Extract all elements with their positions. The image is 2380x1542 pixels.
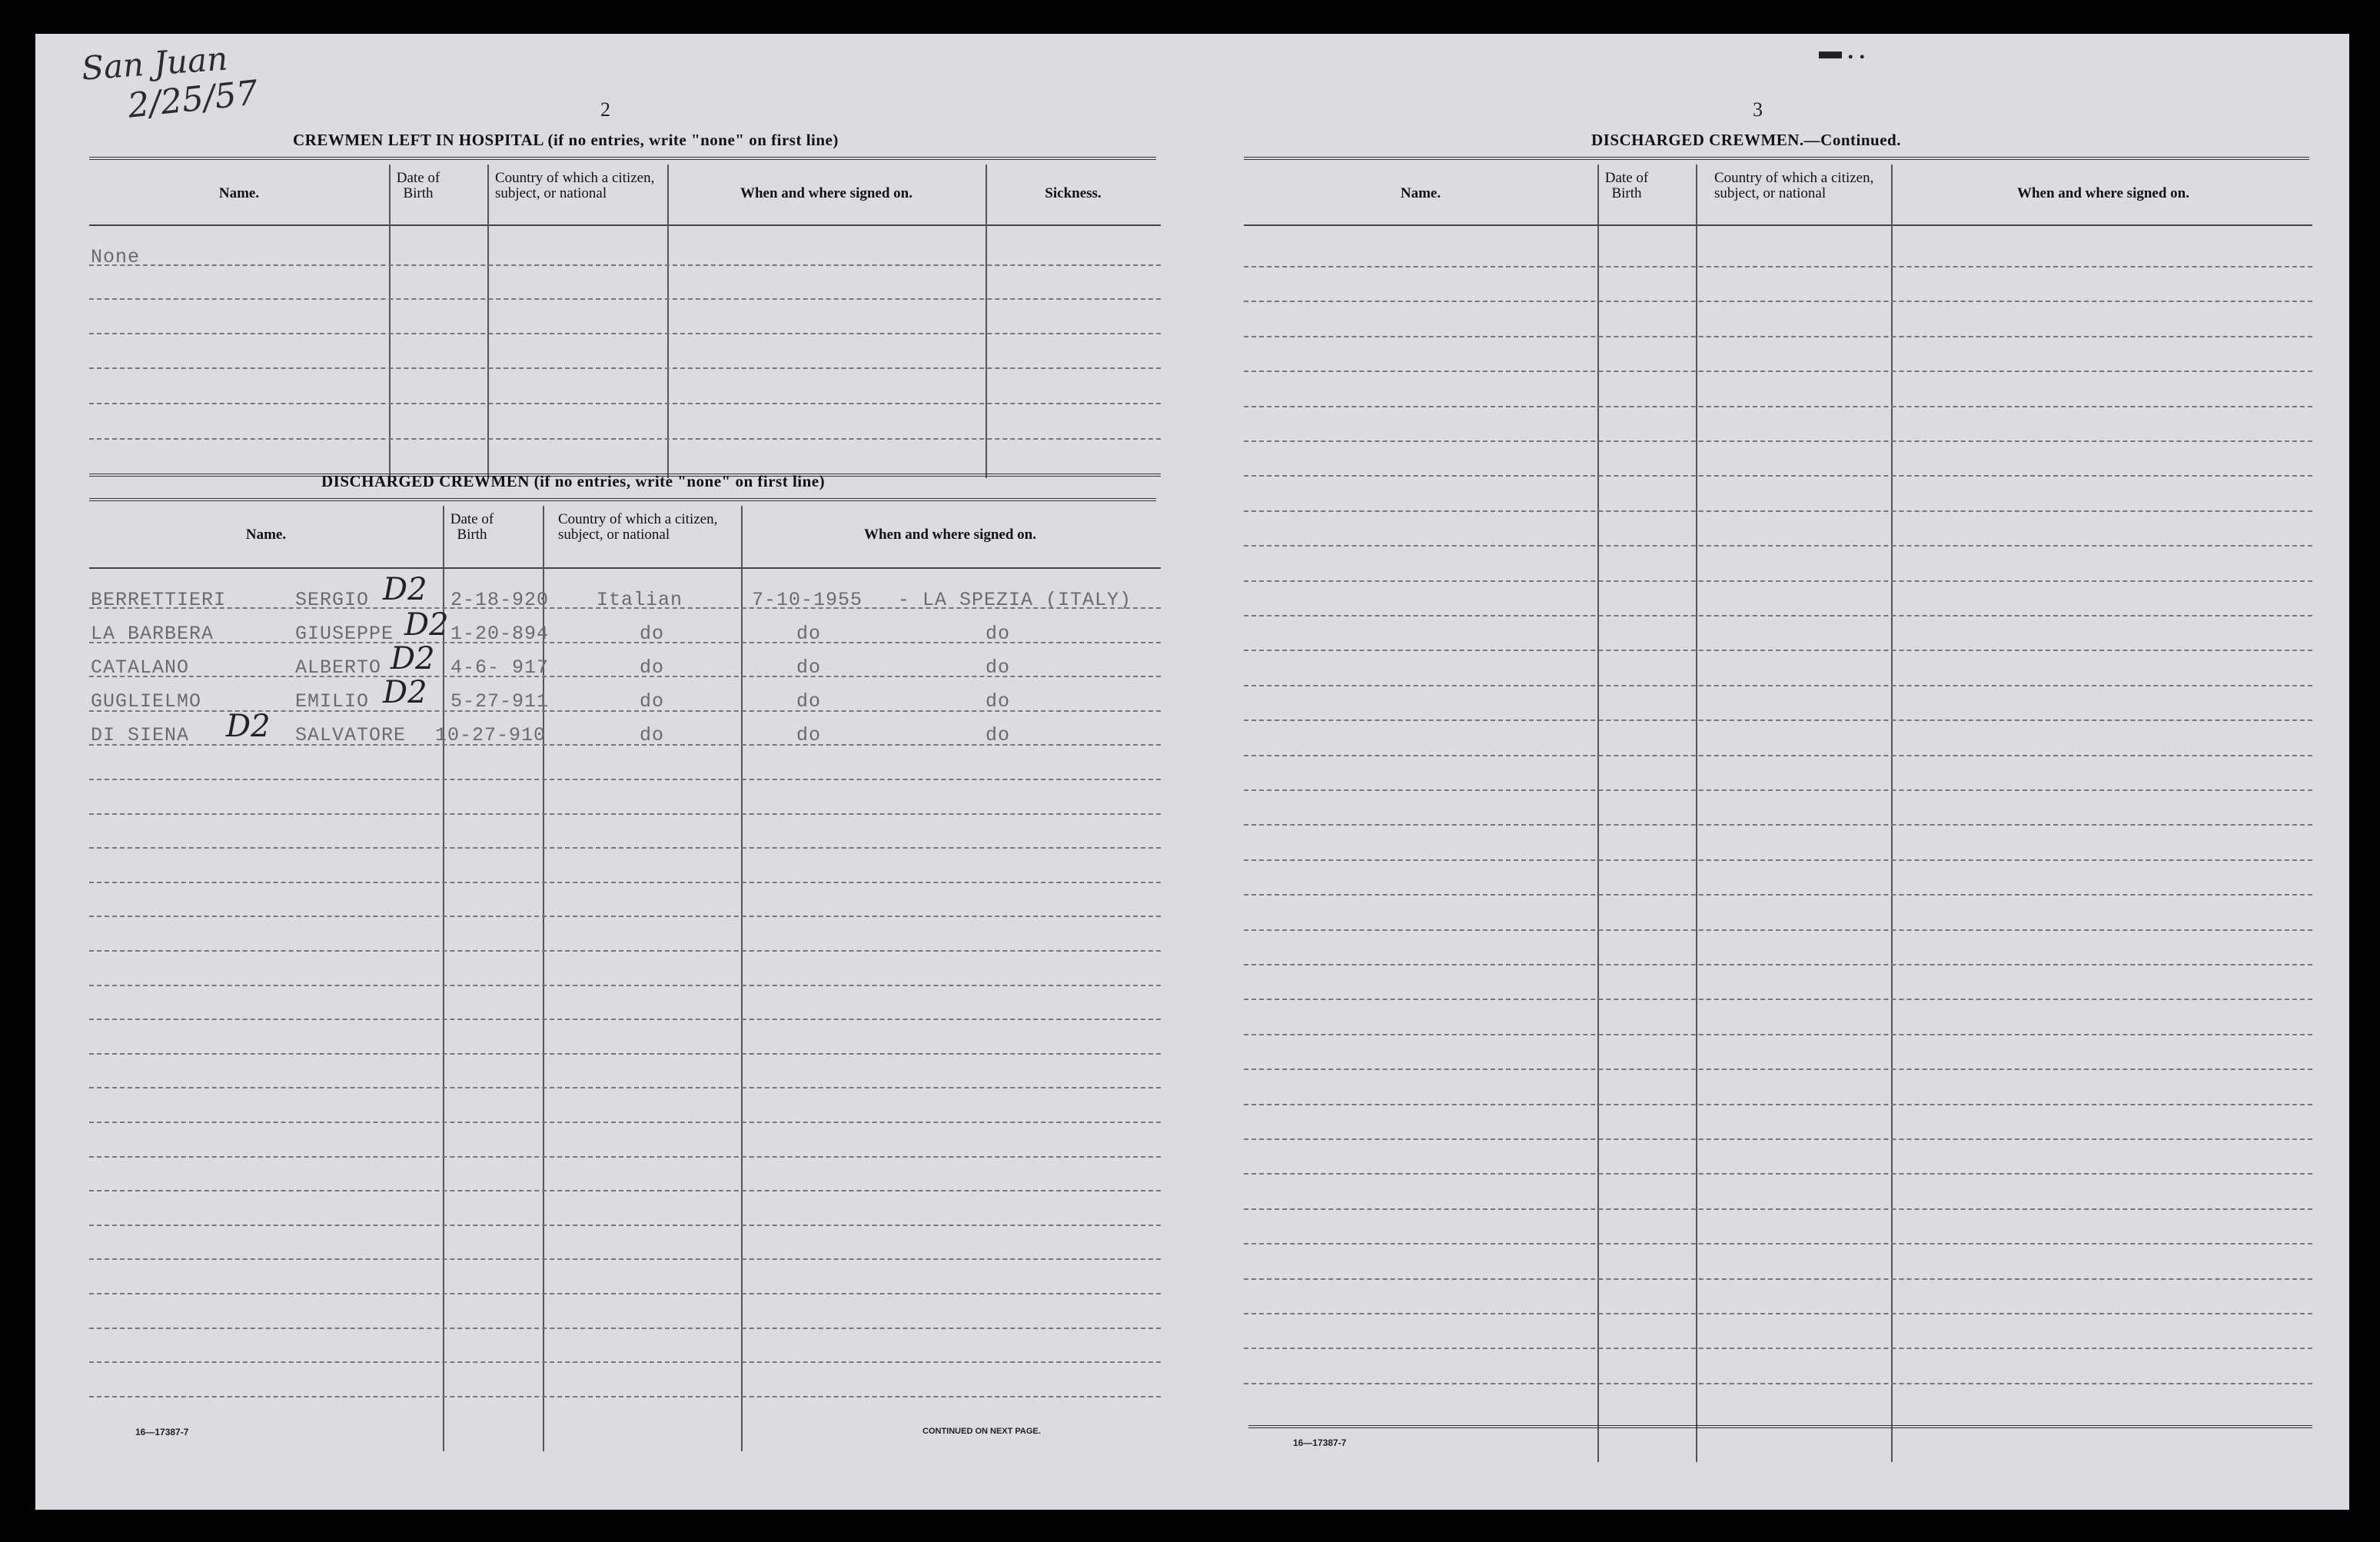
ruled-line	[1244, 1278, 2312, 1280]
right-divider	[1891, 165, 1893, 1462]
ruled-line	[1244, 650, 2312, 651]
ruled-line	[1244, 789, 2312, 791]
ruled-line	[89, 813, 1161, 815]
ruled-line	[1244, 580, 2312, 582]
ruled-line	[89, 779, 1161, 780]
ruled-line	[89, 1087, 1161, 1088]
left-form-number: 16—17387-7	[135, 1427, 189, 1437]
ruled-line	[1244, 1383, 2312, 1384]
ruled-line	[1244, 755, 2312, 756]
right-col-country: Country of which a citizen, subject, or national	[1714, 170, 1874, 201]
discharged-top-rule	[89, 498, 1156, 501]
right-col-dob: Date of Birth	[1604, 170, 1649, 201]
hospital-col-signed-on: When and where signed on.	[740, 185, 912, 201]
hospital-col-sickness: Sickness.	[1045, 185, 1102, 201]
hospital-header-rule	[89, 224, 1161, 226]
ruled-line	[89, 1225, 1161, 1226]
ruled-line	[89, 1190, 1161, 1191]
right-top-rule	[1244, 157, 2309, 160]
ruled-line	[89, 882, 1161, 883]
discharged-col-country: Country of which a citizen, subject, or national	[558, 511, 718, 543]
crew-signed-date: 7-10-1955	[752, 589, 863, 611]
ruled-line	[1244, 1104, 2312, 1105]
ruled-line	[89, 1053, 1161, 1055]
ruled-line	[1244, 824, 2312, 826]
crew-surname: BERRETTIERI	[91, 589, 227, 611]
d2-mark: D2	[391, 641, 435, 676]
hospital-row-line	[89, 264, 1161, 266]
hospital-divider	[389, 165, 391, 478]
ruled-line	[1244, 999, 2312, 1000]
hospital-row-line	[89, 298, 1161, 300]
crew-given-name: GIUSEPPE	[295, 623, 394, 645]
ruled-line	[1244, 371, 2312, 372]
ruled-line	[1244, 1173, 2312, 1175]
top-right-mark: ▬ . .	[1819, 38, 1865, 64]
ruled-line	[89, 985, 1161, 986]
crew-signed-date: do	[796, 623, 822, 645]
ruled-line	[1244, 266, 2312, 268]
crew-surname: LA BARBERA	[91, 623, 214, 645]
crew-given-name: EMILIO	[295, 690, 370, 713]
ruled-line	[1244, 301, 2312, 302]
crew-signed-place: do	[986, 690, 1011, 713]
ruled-line	[1244, 894, 2312, 896]
ruled-line	[1244, 1068, 2312, 1070]
discharged-divider	[543, 506, 544, 1451]
discharged-col-signed-on: When and where signed on.	[863, 527, 1036, 543]
ruled-line	[89, 847, 1161, 849]
ruled-line	[89, 950, 1161, 952]
crew-dob: 2-18-920	[450, 589, 550, 611]
right-section-title: DISCHARGED CREWMEN.—Continued.	[1591, 131, 1901, 149]
hospital-row-line	[89, 438, 1161, 440]
hospital-row-line	[89, 403, 1161, 404]
discharged-header-rule	[89, 567, 1161, 569]
hospital-divider	[986, 165, 987, 478]
crew-signed-place: do	[986, 623, 1011, 645]
crew-given-name: SALVATORE	[295, 724, 407, 746]
crew-country: do	[640, 623, 665, 645]
ruled-line	[1244, 1034, 2312, 1035]
ruled-line	[1244, 719, 2312, 721]
discharged-col-dob: Date of Birth	[450, 511, 494, 543]
discharged-col-name: Name.	[245, 527, 287, 543]
d2-mark: D2	[383, 572, 427, 607]
ruled-line	[89, 916, 1161, 917]
ruled-line	[89, 1293, 1161, 1294]
d2-mark: D2	[404, 607, 449, 643]
right-page-number: 3	[1753, 98, 1763, 121]
hospital-col-name: Name.	[218, 185, 260, 201]
hospital-row-line	[89, 367, 1161, 369]
ruled-line	[1244, 964, 2312, 965]
right-bottom-rule	[1248, 1425, 2312, 1428]
right-divider	[1696, 165, 1697, 1462]
d2-mark: D2	[226, 709, 271, 744]
crew-signed-place: do	[986, 656, 1011, 679]
crew-given-name: ALBERTO	[295, 656, 382, 679]
continued-note: CONTINUED ON NEXT PAGE.	[922, 1427, 1041, 1436]
ruled-line	[1244, 336, 2312, 337]
right-col-signed-on: When and where signed on.	[2016, 185, 2189, 201]
crew-dob: 4-6- 917	[450, 656, 550, 679]
crew-dob: 10-27-910	[435, 724, 547, 746]
hospital-first-entry: None	[91, 246, 141, 268]
ruled-line	[89, 1258, 1161, 1260]
ruled-line	[1244, 475, 2312, 477]
crew-dob: 5-27-911	[450, 690, 550, 713]
left-page-number: 2	[600, 98, 610, 121]
ruled-line	[89, 1156, 1161, 1158]
d2-mark: D2	[383, 675, 427, 710]
crew-given-name: SERGIO	[295, 589, 370, 611]
crew-signed-date: do	[796, 690, 822, 713]
ruled-line	[89, 1019, 1161, 1020]
hospital-top-rule	[89, 157, 1156, 160]
crew-signed-date: do	[796, 724, 822, 746]
handwritten-port-note: San Juan	[80, 39, 229, 88]
discharged-section-title: DISCHARGED CREWMEN (if no entries, write "none" on first line)	[321, 472, 826, 490]
crew-surname: CATALANO	[91, 656, 190, 679]
discharged-divider	[741, 506, 743, 1451]
ruled-line	[1244, 685, 2312, 686]
ruled-line	[1244, 859, 2312, 861]
crew-dob: 1-20-894	[450, 623, 550, 645]
ruled-line	[1244, 1208, 2312, 1210]
ruled-line	[1244, 615, 2312, 616]
ruled-line	[89, 1396, 1161, 1397]
right-col-name: Name.	[1400, 185, 1441, 201]
ruled-line	[1244, 510, 2312, 512]
crew-country: do	[640, 724, 665, 746]
form-sheet	[35, 34, 2349, 1510]
hospital-row-line	[89, 333, 1161, 334]
ruled-line	[1244, 406, 2312, 407]
crew-signed-place: do	[986, 724, 1011, 746]
ruled-line	[1244, 1313, 2312, 1314]
crew-surname: GUGLIELMO	[91, 690, 202, 713]
ruled-line	[1244, 1138, 2312, 1140]
right-divider	[1597, 165, 1599, 1462]
hospital-col-country: Country of which a citizen, subject, or national	[495, 170, 655, 201]
crew-country: do	[640, 656, 665, 679]
ruled-line	[89, 1361, 1161, 1363]
right-header-rule	[1244, 224, 2312, 226]
crew-country: Italian	[597, 589, 683, 611]
hospital-section-title: CREWMEN LEFT IN HOSPITAL (if no entries, write "none" on first line)	[293, 131, 839, 149]
crew-country: do	[640, 690, 665, 713]
handwritten-date-note: 2/25/57	[125, 73, 260, 126]
hospital-col-dob: Date of Birth	[396, 170, 440, 201]
ruled-line	[1244, 545, 2312, 547]
hospital-divider	[487, 165, 489, 478]
ruled-line	[1244, 1348, 2312, 1349]
ruled-line	[1244, 929, 2312, 931]
right-form-number: 16—17387-7	[1293, 1437, 1347, 1448]
crew-surname: DI SIENA	[91, 724, 190, 746]
ruled-line	[1244, 440, 2312, 442]
discharged-divider	[443, 506, 444, 1451]
crew-signed-date: do	[796, 656, 822, 679]
ruled-line	[1244, 1243, 2312, 1245]
crew-signed-place: - LA SPEZIA (ITALY)	[898, 589, 1132, 611]
ruled-line	[89, 1328, 1161, 1329]
ruled-line	[89, 1122, 1161, 1123]
hospital-divider	[667, 165, 669, 478]
